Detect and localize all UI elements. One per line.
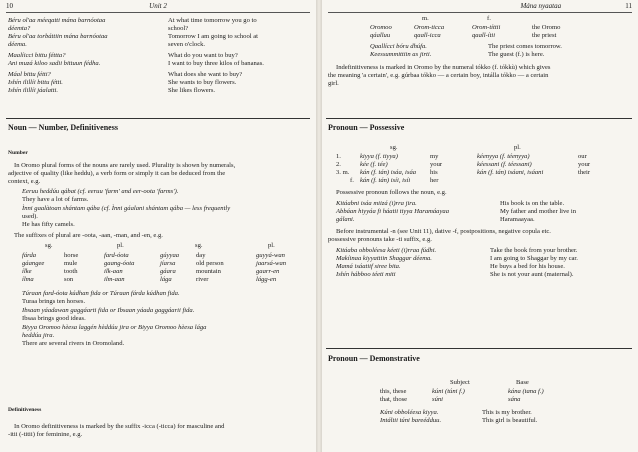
subheading-definitiveness: Definitiveness <box>8 407 42 413</box>
section-heading-demonstrative: Pronoun — Demonstrative <box>328 354 420 363</box>
example-oromo-line: Abbáan hiyyáa fi háatii tiyya Haramáayaa <box>336 208 449 215</box>
plural-table-cell: son <box>64 276 74 283</box>
example-oromo-line: Intáltii túni bareédduu. <box>380 417 442 424</box>
gender-header: m. <box>422 15 429 22</box>
dialogue-english-line: seven o'clock. <box>168 41 206 48</box>
example-oromo-line: Kitáabni isáa miizá (i)rra jira. <box>336 200 417 207</box>
definite-table-cell: the Oromo <box>532 24 561 31</box>
example-english-line: My father and mother live in <box>500 208 576 215</box>
dialogue-english-line: Tomorrow I am going to school at <box>168 33 259 40</box>
dialogue-english-line: At what time tomorrow you go to <box>168 17 257 24</box>
example-english-line: He buys a bed for his house. <box>490 263 565 270</box>
example-line: Ibsaan yáadawan gaggáarti fida or Ibsaan yáada gaggáarii fida. <box>22 307 195 314</box>
possessive-cell: kéessani (f. téessani) <box>477 161 532 168</box>
dialogue-english-line: What does she want to buy? <box>168 71 243 78</box>
plural-table-cell: mule <box>64 260 78 267</box>
paragraph-line: -itii (-titii) for feminine, e.g. <box>8 431 83 438</box>
definite-table-cell: the priest <box>532 32 557 39</box>
dialogue-oromo-line: Ani muzá kiloo sadii bittuun fédha. <box>8 60 101 67</box>
possessive-cell: 3. m. <box>336 169 350 176</box>
dialogue-oromo-line: déema. <box>8 41 27 48</box>
example-english-line: She is not your aunt (maternal). <box>490 271 574 278</box>
demonstrative-cell: that, those <box>380 396 408 403</box>
example-oromo-line: Makíinaa kiyyattiin Shaggar déema. <box>336 255 432 262</box>
plural-table-header: pl. <box>268 242 275 249</box>
definite-table-cell: Orom-ticca <box>414 24 445 31</box>
example-english-line: Take the book from your brother. <box>490 247 578 254</box>
plural-table-header: sg. <box>195 242 203 249</box>
example-english-line: This girl is beautiful. <box>482 417 538 424</box>
plural-table-cell: gúyyaa <box>160 252 180 259</box>
plural-table-header: sg. <box>45 242 53 249</box>
example-line: Túraan fard-óota kúdhan fida or Túraan fárda kúdhan fida. <box>22 290 180 297</box>
paragraph-line: girl. <box>328 80 339 87</box>
right-running-title: Mána nyaataa <box>520 2 562 10</box>
plural-table-cell: fard-óota <box>104 252 129 259</box>
example-oromo-line: Ishín hábboo téeti miti <box>336 271 396 278</box>
example-line: Ibsaa brings good ideas. <box>22 315 86 322</box>
demonstrative-cell: this, these <box>380 388 407 395</box>
dialogue-oromo-line: Máal bittu fétti? <box>8 71 51 78</box>
plural-table-cell: day <box>196 252 206 259</box>
possessive-cell: kée (f. tée) <box>360 161 388 168</box>
possessive-cell: your <box>430 161 443 168</box>
plural-table-cell: jíarsa <box>160 260 176 267</box>
plural-table-cell: guyyá-wan <box>256 252 285 259</box>
plural-table-cell: gáangee <box>22 260 45 267</box>
dialogue-oromo-line: Béru ol'aa méeqatti mána barnóotaa <box>8 17 106 24</box>
plural-table-cell: old person <box>196 260 224 267</box>
possessive-cell: 2. <box>336 161 341 168</box>
paragraph-line: Indefinitiveness is marked in Oromo by the numeral tókko (f. tókkù) which gives <box>336 64 551 71</box>
dialogue-english-line: I want to buy three kilos of bananas. <box>168 60 264 67</box>
example-line: There are several rivers in Oromoland. <box>22 340 125 347</box>
paragraph-line: adjective of quality (like heddu), a verb form or simply it can be deduced from the <box>8 170 226 177</box>
example-oromo-line: Keessummittiin as jirti. <box>370 51 432 58</box>
possessive-cell: f. <box>350 177 354 184</box>
section-rule <box>326 348 632 349</box>
plural-table-cell: jaarsá-wan <box>256 260 287 267</box>
plural-table-cell: horse <box>64 252 79 259</box>
example-english-line: Haramaayaa. <box>500 216 535 223</box>
possessive-cell: kán (f. tán) isáani, isáani <box>477 169 544 176</box>
paragraph-line: Before instrumental -n (see Unit 11), dative -f, postpositions, negative copula etc. <box>336 228 551 235</box>
plural-table-cell: gáara <box>160 268 176 275</box>
example-line: heddúu jira. <box>22 332 55 339</box>
possessive-cell: her <box>430 177 439 184</box>
dialogue-english-line: school? <box>168 25 189 32</box>
possessive-header: pl. <box>514 144 521 151</box>
right-page <box>322 0 638 452</box>
plural-table-cell: fárda <box>22 252 37 259</box>
subheading-number: Number <box>8 150 28 156</box>
demonstrative-cell: kúni (túni f.) <box>432 388 465 395</box>
right-page-number: 11 <box>625 2 632 10</box>
example-line: Biyya Oromoo hèesa laggén hèddúu jira or Biyya Oromoo hèesa lága <box>22 324 207 331</box>
example-line: used). <box>22 213 38 220</box>
example-english-line: This is my brother. <box>482 409 532 416</box>
plural-table-cell: lágg-en <box>256 276 277 283</box>
example-oromo-line: Qaallícci bóru dhúfa. <box>370 43 427 50</box>
plural-table-header: pl. <box>117 242 124 249</box>
example-line: Turaa brings ten horses. <box>22 298 86 305</box>
left-page <box>0 0 316 452</box>
paragraph-line: possessive pronouns take -ti suffix, e.g. <box>328 236 432 243</box>
demonstrative-header: Subject <box>450 379 470 386</box>
plural-table-cell: tooth <box>64 268 78 275</box>
left-running-header <box>6 2 310 13</box>
definite-table-cell: qaall-ítii <box>472 32 496 39</box>
possessive-cell: kéenyya (f. téenyya) <box>477 153 530 160</box>
plural-table-cell: gaang-óota <box>104 260 135 267</box>
possessive-header: sg. <box>390 144 398 151</box>
plural-table-cell: ílma <box>22 276 34 283</box>
demonstrative-cell: kána (tana f.) <box>508 388 544 395</box>
possessive-cell: his <box>430 169 438 176</box>
section-rule <box>6 118 310 119</box>
example-oromo-line: gálani. <box>336 216 355 223</box>
possessive-cell: kiyya (f. tiyya) <box>360 153 398 160</box>
definite-table-cell: Oromoo <box>370 24 392 31</box>
plural-table-cell: lága <box>160 276 172 283</box>
dialogue-oromo-line: Béru ol'aa torbáttiin mána barnóotaa <box>8 33 108 40</box>
dialogue-english-line: She wants to buy flowers. <box>168 79 237 86</box>
section-heading-noun: Noun — Number, Definitiveness <box>8 123 118 132</box>
example-oromo-line: Kúni obboléesa kiyya. <box>380 409 439 416</box>
possessive-note: Possessive pronoun follows the noun, e.g. <box>336 189 447 196</box>
possessive-cell: kán (f. tán) isáa, isáa <box>360 169 417 176</box>
paragraph-line: the meaning 'a certain', e.g. gúrbaa tókko — a certain boy, intálla tókko — a certain <box>328 72 549 79</box>
plural-table-cell: ilm-aan <box>104 276 125 283</box>
dialogue-oromo-line: Ishín ilillíi bittu fétti. <box>8 79 63 86</box>
definite-table-cell: qáalluu <box>370 32 391 39</box>
example-english-line: The guest (f.) is here. <box>488 51 545 58</box>
example-english-line: His book is on the table. <box>500 200 565 207</box>
dialogue-oromo-line: Ishín ilillíi jáalatti. <box>8 87 59 94</box>
dialogue-english-line: What do you want to buy? <box>168 52 238 59</box>
plural-table-cell: mountain <box>196 268 221 275</box>
paragraph-line: context, e.g. <box>8 178 41 185</box>
paragraph-line: In Oromo definitiveness is marked by the suffix -icca (-ticca) for masculine and <box>14 423 225 430</box>
example-line: Eeruu heddúu qábat (cf. eeruu 'farm' and eer-oota 'farms'). <box>22 188 179 195</box>
dialogue-oromo-line: Maalíicci bittu féttta? <box>8 52 66 59</box>
demonstrative-header: Base <box>516 379 529 386</box>
left-page-number: 10 <box>6 2 13 10</box>
definite-table-cell: Orom-títtii <box>472 24 501 31</box>
right-running-header <box>328 2 632 13</box>
possessive-cell: your <box>578 161 591 168</box>
paragraph-line: In Oromo plural forms of the nouns are rarely used. Plurality is shown by numerals, <box>14 162 236 169</box>
example-oromo-line: Kitáaba obboléesa kéeti (i)rraa fúdhi. <box>336 247 437 254</box>
plural-table-cell: river <box>196 276 209 283</box>
possessive-cell: 1. <box>336 153 341 160</box>
definite-table-cell: qaall-icca <box>414 32 441 39</box>
gender-header: f. <box>487 15 491 22</box>
plural-table-cell: gaarr-en <box>256 268 280 275</box>
example-english-line: I am going to Shaggar by my car. <box>490 255 578 262</box>
demonstrative-cell: súni <box>432 396 443 403</box>
example-english-line: The priest comes tomorrow. <box>488 43 562 50</box>
left-running-title: Unit 2 <box>149 2 167 10</box>
demonstrative-cell: sána <box>508 396 521 403</box>
example-line: He has fifty camels. <box>22 221 75 228</box>
possessive-cell: their <box>578 169 591 176</box>
dialogue-english-line: She likes flowers. <box>168 87 216 94</box>
example-line: Ìnni gaalàtoan shántam qába (cf. Ìnni gáalani shántam qába — less frequently <box>22 205 231 212</box>
section-rule <box>326 118 632 119</box>
possessive-cell: my <box>430 153 439 160</box>
dialogue-oromo-line: déemta? <box>8 25 31 32</box>
plural-table-cell: ílke <box>22 268 32 275</box>
example-oromo-line: Mamá isáatiif siree bita. <box>336 263 401 270</box>
section-heading-possessive: Pronoun — Possessive <box>328 123 405 132</box>
plural-table-cell: ilk-aan <box>104 268 123 275</box>
suffix-intro: The suffixes of plural are -oota, -aan, -man, and -en, e.g. <box>14 232 163 239</box>
example-line: They have a lot of farms. <box>22 196 89 203</box>
possessive-cell: kán (f. tán) isíi, isíi <box>360 177 411 184</box>
possessive-cell: our <box>578 153 587 160</box>
